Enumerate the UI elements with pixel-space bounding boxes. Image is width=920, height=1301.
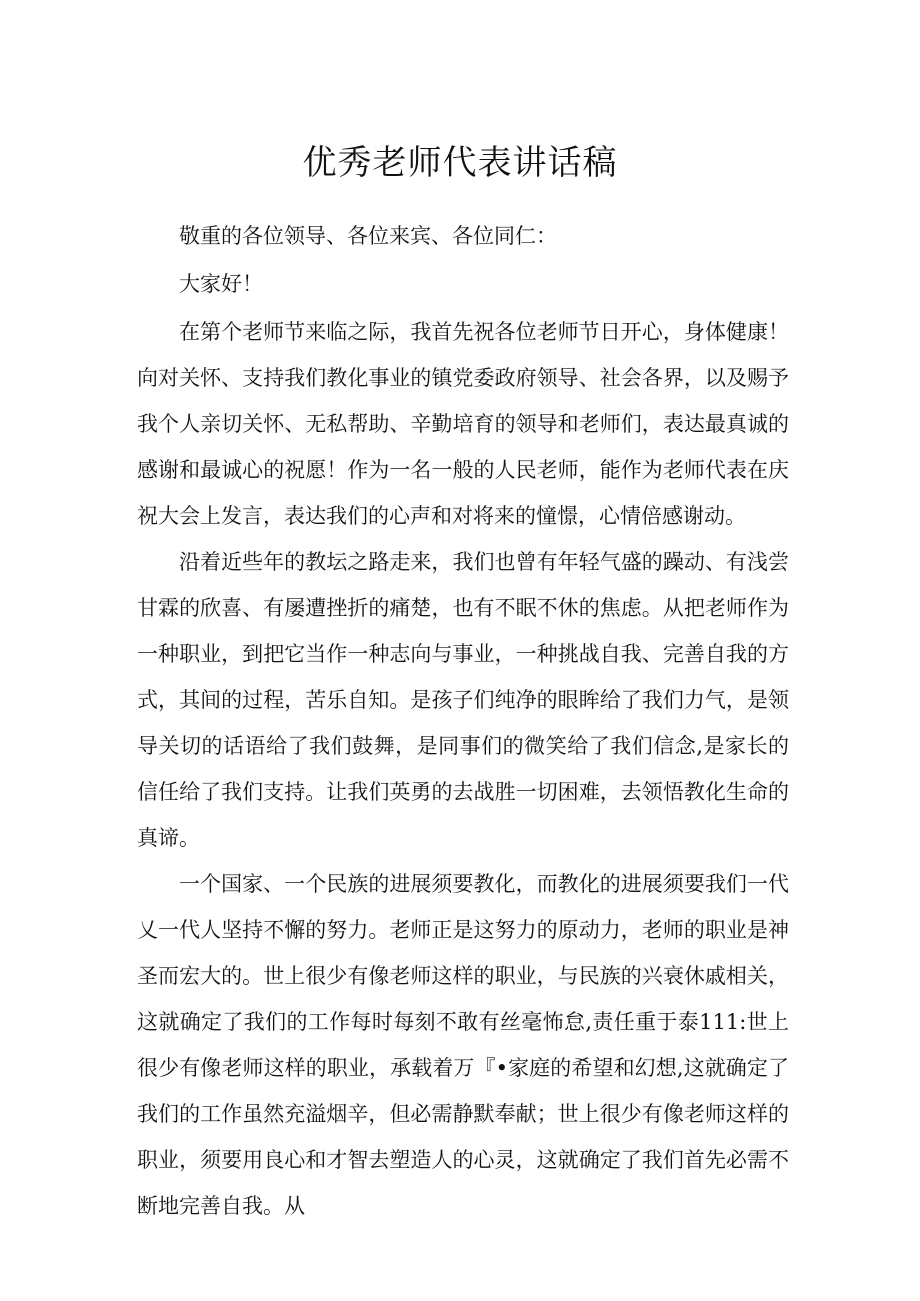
paragraph-3: 一个国家、一个民族的进展须要教化，而教化的进展须要我们一代乂一代人坚持不懈的努力。老师正是这努力的原动力，老师的职业是神圣而宏大的。世上很少有像老师这样的职业，与民族的兴衰休戚相关，这就确定了我们的工作每时每刻不敢有丝毫怖怠,责任重于泰111:世上很少有像老师这样的职业，承载着万『•家庭的希望和幻想,这就确定了我们的工作虽然充溢烟辛，但必需静默奉献；世上很少有像老师这样的职业，须要用良心和才智去塑造人的心灵，这就确定了我们首先必需不断地完善自我。从 (137, 872, 789, 1218)
document-body (137, 213, 789, 1229)
paragraph-1: 在第个老师节来临之际，我首先祝各位老师节日开心，身体健康！向对关怀、支持我们教化事业的镇党委政府领导、社会各界，以及赐予我个人亲切关怀、无私帮助、辛勤培育的领导和老师们，表达最真诚的感谢和最诚心的祝愿！作为一名一般的人民老师，能作为老师代表在庆祝大会上发言，表达我们的心声和对将来的憧憬，心情倍感谢动。 (137, 320, 789, 528)
greeting: 大家好！ (179, 272, 263, 296)
salutation: 敬重的各位领导、各位来宾、各位同仁： (179, 224, 557, 248)
paragraph-2: 沿着近些年的教坛之路走来，我们也曾有年轻气盛的躁动、有浅尝甘霖的欣喜、有屡遭挫折的痛楚，也有不眠不休的焦虑。从把老师作为一种职业，到把它当作一种志向与事业，一种挑战自我、完善自我的方式，其间的过程，苦乐自知。是孩子们纯净的眼眸给了我们力气，是领导关切的话语给了我们鼓舞，是同事们的微笑给了我们信念,是家长的信任给了我们支持。让我们英勇的去战胜一切困难，去领悟教化生命的真谛。 (137, 550, 789, 850)
document-title: 优秀老师代表讲话稿 (302, 143, 618, 183)
